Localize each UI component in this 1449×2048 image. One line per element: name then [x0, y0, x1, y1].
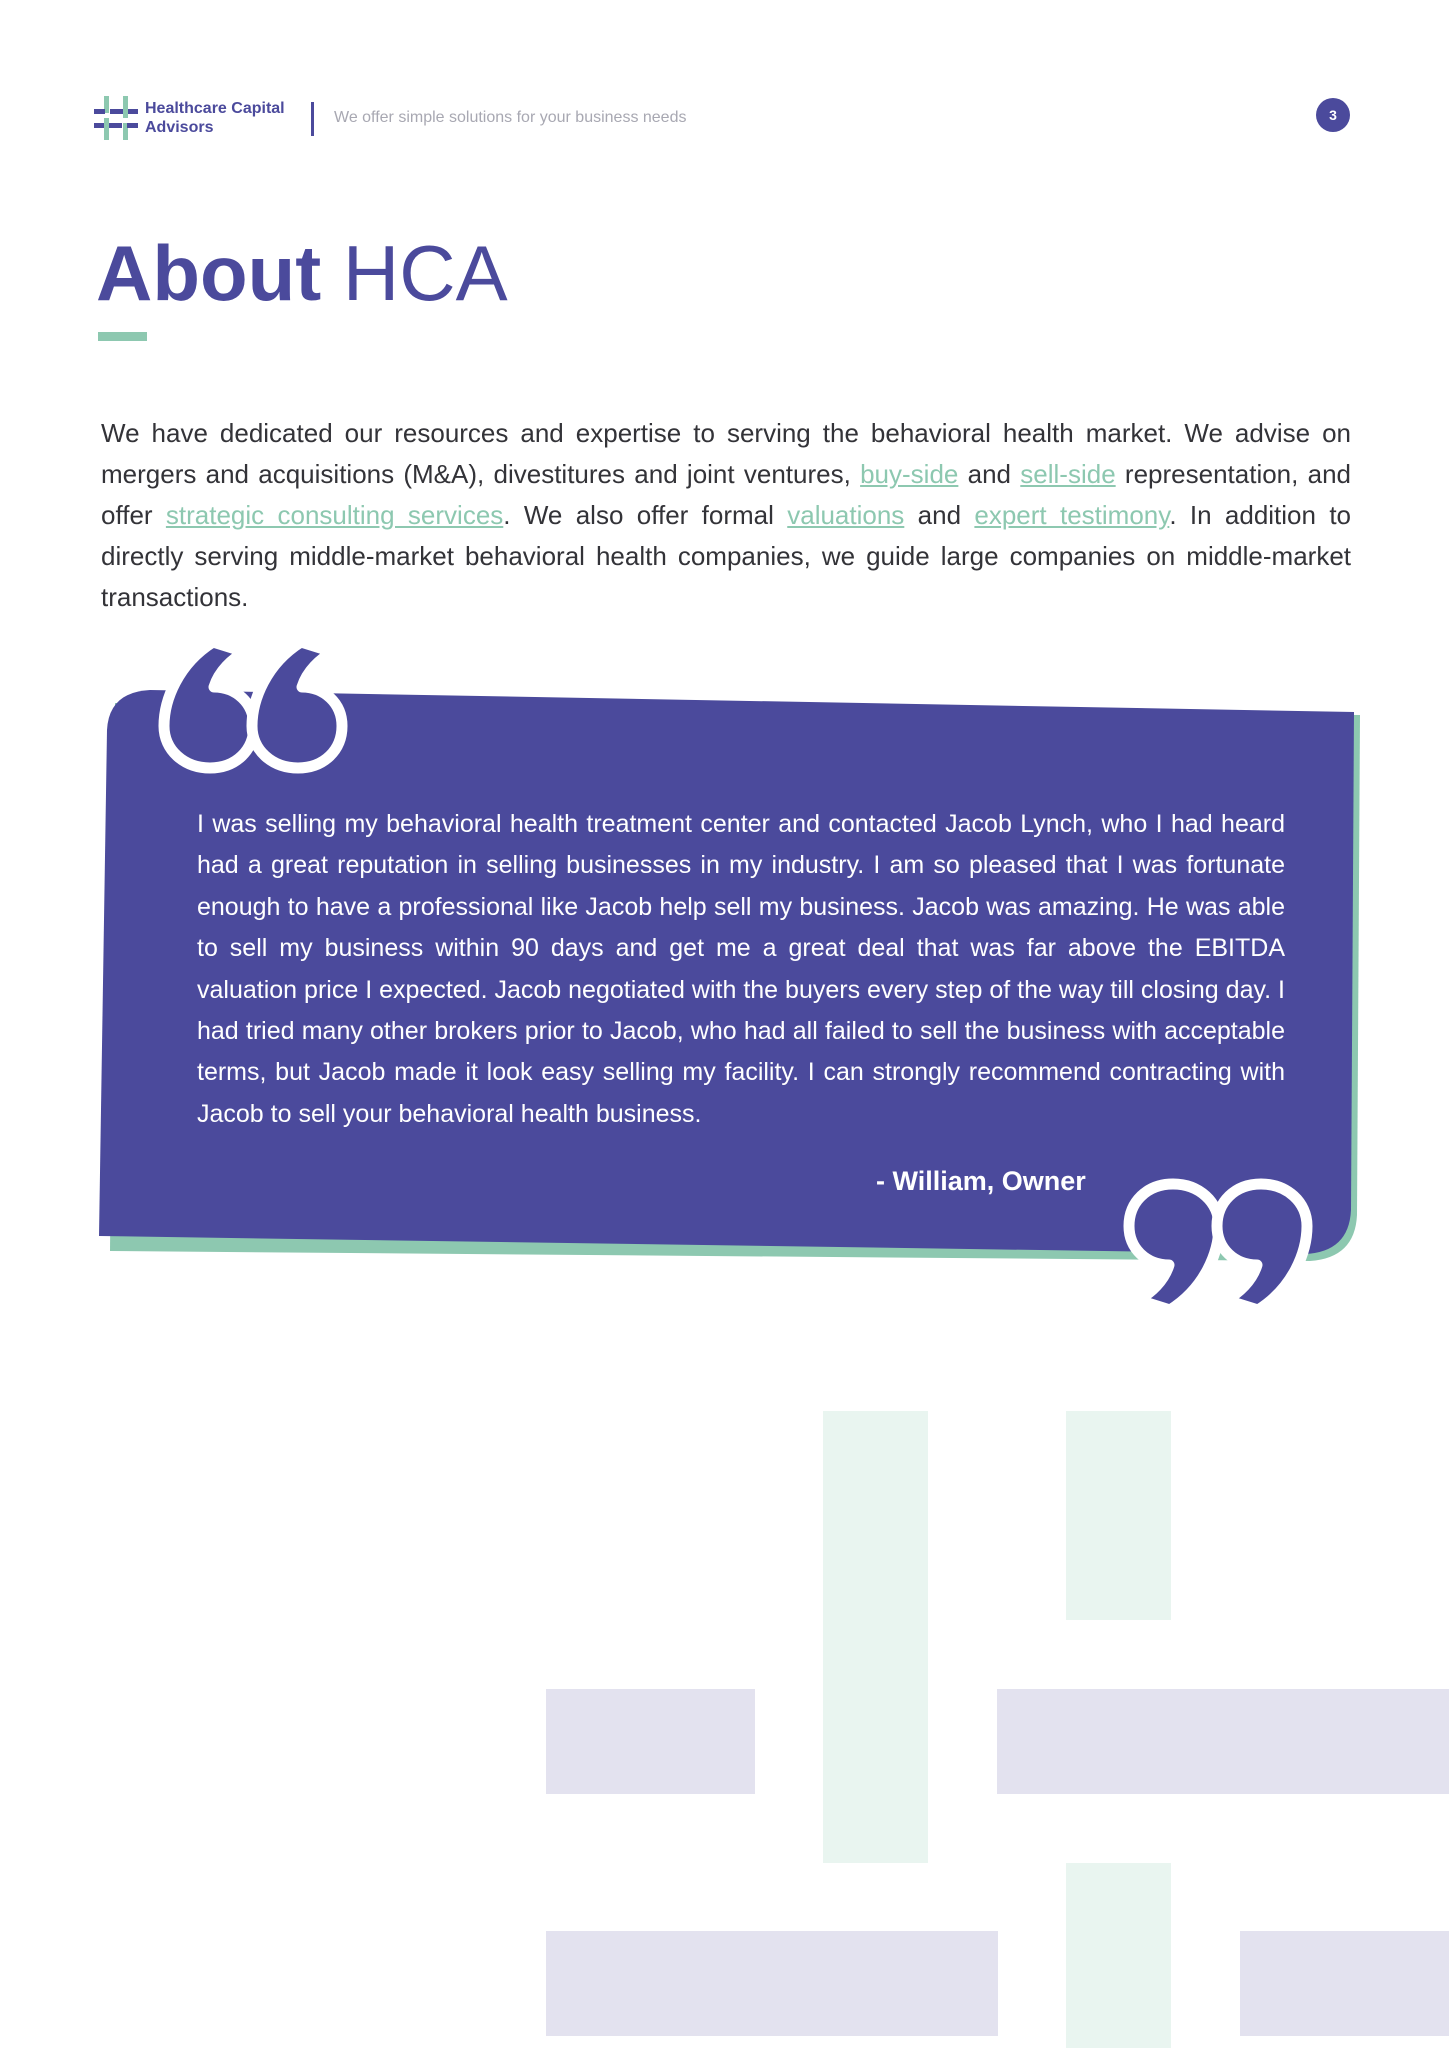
decorative-block: [1066, 1863, 1171, 2048]
link-strategic-consulting[interactable]: strategic consulting services: [165, 500, 504, 530]
link-buy-side[interactable]: buy-side: [860, 459, 959, 489]
brand-line-2: Advisors: [145, 119, 214, 136]
close-quote-icon: [1129, 1184, 1307, 1310]
header-tagline: We offer simple solutions for your business needs: [334, 109, 687, 126]
link-expert-testimony[interactable]: expert testimony: [974, 500, 1170, 530]
decorative-block: [1240, 1931, 1449, 2036]
decorative-block: [546, 1931, 998, 2036]
link-valuations[interactable]: valuations: [787, 500, 905, 530]
decorative-block: [997, 1689, 1449, 1794]
intro-text-4: . We also offer formal: [503, 500, 788, 530]
intro-text-1: We have dedicated our resources and expertise to serving the behavioral health market. We advise on mergers and acquisitions (M&A), divestitures and joint ventures,: [101, 418, 1351, 489]
testimonial-quote: I was selling my behavioral health treatment center and contacted Jacob Lynch, who I had heard had a great reputation in selling businesses in my industry. I am so pleased that I was fortunate enough to have a professional like Jacob help sell my business. Jacob was amazing. He was able to sell my business within 90 days and get me a great deal that was far above the EBITDA valuation price I expected. Jacob negotiated with the buyers every step of the way till closing day. I had tried many other brokers prior to Jacob, who had all failed to sell the business with acceptable terms, but Jacob made it look easy selling my facility. I can strongly recommend contracting with Jacob to sell your behavioral health business.: [197, 810, 1285, 1128]
title-strong: About: [96, 229, 322, 317]
intro-text-2: and: [958, 459, 1021, 489]
decorative-block: [823, 1411, 928, 1863]
decorative-block: [546, 1689, 755, 1794]
decorative-block: [1066, 1411, 1171, 1620]
page-number-badge: 3: [1316, 98, 1350, 132]
testimonial-author: - William, Owner: [876, 1166, 1086, 1196]
intro-text-5: and: [904, 500, 975, 530]
link-sell-side[interactable]: sell-side: [1020, 459, 1116, 489]
intro-text-3: representation, and offer: [101, 459, 1352, 530]
open-quote-icon: [164, 642, 342, 768]
title-light: HCA: [342, 229, 508, 317]
intro-text-6: . In addition to directly serving middle-market behavioral health companies, we guide large companies on middle-market transactions.: [101, 500, 1351, 612]
brand-line-1: Healthcare Capital: [145, 100, 285, 117]
